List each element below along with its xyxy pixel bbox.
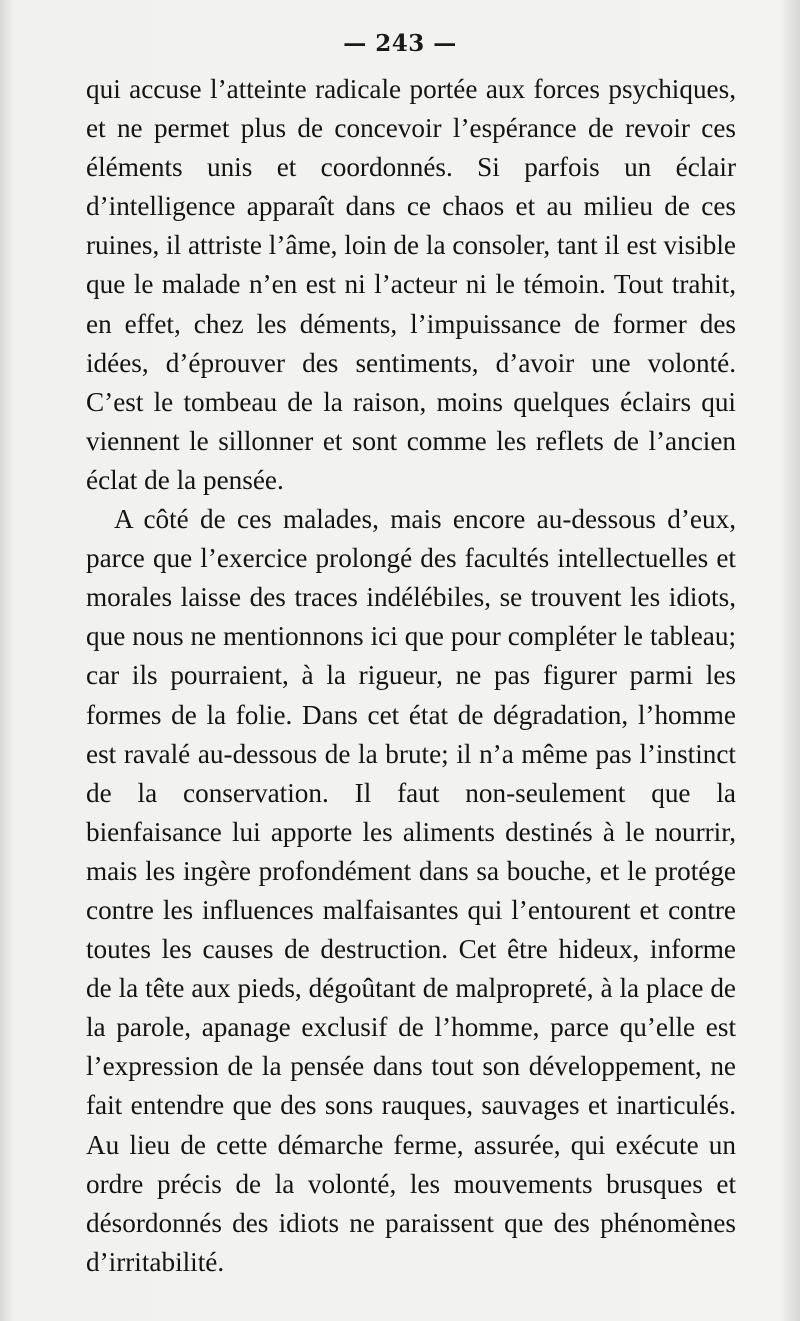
page-number: — 243 —	[343, 30, 457, 57]
paragraph-1: qui accuse l’atteinte radicale portée aux forces psychiques, et ne permet plus de concevoir l’espérance de revoir ces éléments unis et coordonnés. Si parfois un éclair d’intelligence apparaît dans ce chaos et au milieu de ces ruines, il attriste l’âme, loin de la consoler, tant il est visible que le malade n’en est ni l’acteur ni le témoin. Tout trahit, en effet, chez les déments, l’impuissance de former des idées, d’éprouver des sentiments, d’avoir une volonté. C’est le tombeau de la raison, moins quelques éclairs qui viennent le sillonner et sont comme les reflets de l’ancien éclat de la pensée.	[86, 74, 736, 495]
page-body	[86, 70, 736, 1282]
paragraph-2: A côté de ces malades, mais encore au-dessous d’eux, parce que l’exercice prolongé des facultés intellectuelles et morales laisse des traces indélébiles, se trouvent les idiots, que nous ne mentionnons ici que pour compléter le tableau; car ils pourraient, à la rigueur, ne pas figurer parmi les formes de la folie. Dans cet état de dégradation, l’homme est ravalé au-dessous de la brute; il n’a même pas l’instinct de la conservation. Il faut non-seulement que la bienfaisance lui apporte les aliments destinés à le nourrir, mais les ingère profondément dans sa bouche, et le protége contre les influences malfaisantes qui l’entourent et contre toutes les causes de destruction. Cet être hideux, informe de la tête aux pieds, dégoûtant de malpropreté, à la place de la parole, apanage exclusif de l’homme, parce qu’elle est l’expression de la pensée dans tout son développement, ne fait entendre que des sons rauques, sauvages et inarticulés. Au lieu de cette démarche ferme, assurée, qui exécute un ordre précis de la volonté, les mouvements brusques et désordonnés des idiots ne paraissent que des phénomènes d’irritabilité.	[86, 504, 736, 1277]
